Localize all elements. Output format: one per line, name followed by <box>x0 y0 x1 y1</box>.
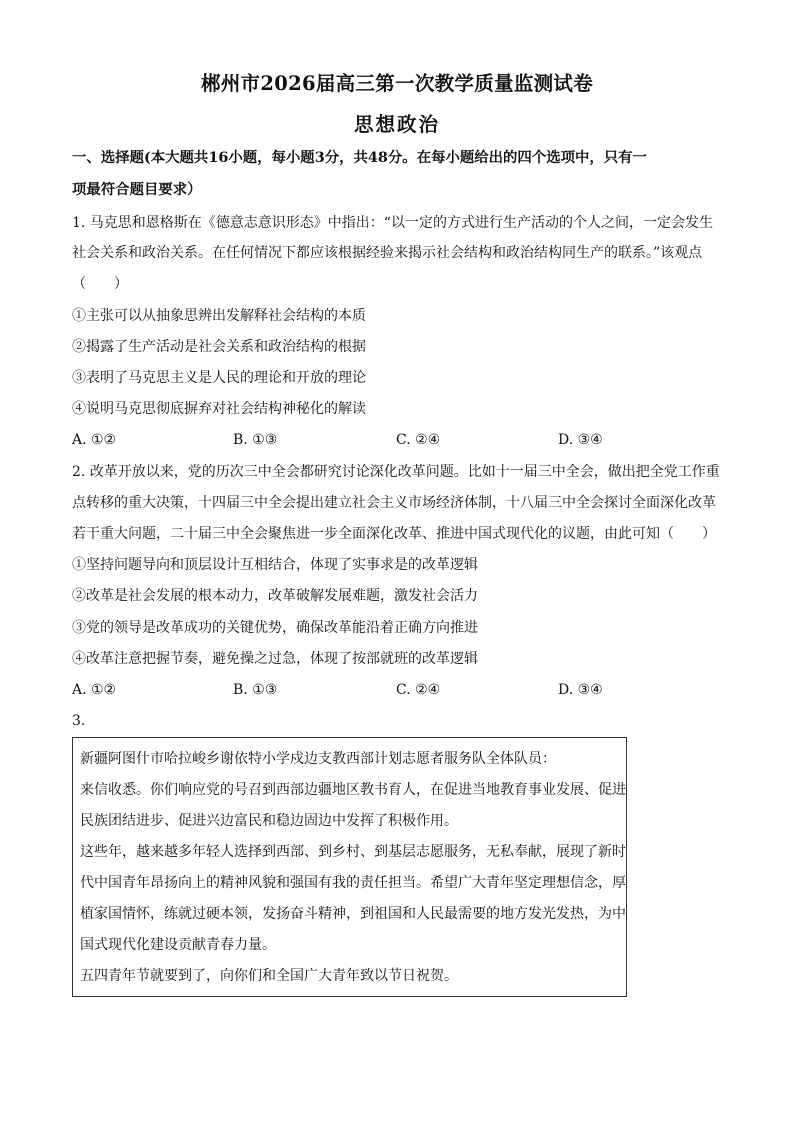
q2-option-b: B. ①③ <box>233 682 278 698</box>
q3-letter-line6: 植家国情怀，练就过硬本领，发扬奋斗精神，到祖国和人民最需要的地方发光发热，为中 <box>80 906 626 922</box>
q1-stem-line1: 1. 马克思和恩格斯在《德意志意识形态》中指出：“以一定的方式进行生产活动的个人之间，一定会发生 <box>72 215 713 231</box>
q3-letter-line5: 代中国青年昂扬向上的精神风貌和强国有我的责任担当。希望广大青年坚定理想信念，厚 <box>80 875 626 891</box>
q3-letter-box <box>72 737 627 997</box>
q3-letter-line8: 五四青年节就要到了，向你们和全国广大青年致以节日祝贺。 <box>80 968 458 984</box>
q1-option-b: B. ①③ <box>233 432 278 448</box>
q2-stem-line1: 2. 改革开放以来，党的历次三中全会都研究讨论深化改革问题。比如十一届三中全会，做出把全党工作重 <box>72 464 720 480</box>
exam-subject: 思想政治 <box>353 113 440 136</box>
q1-stem-line2: 社会关系和政治关系。在任何情况下都应该根据经验来揭示社会结构和政治结构同生产的联系。”该观点 <box>72 245 703 261</box>
q2-option-d: D. ③④ <box>558 682 603 698</box>
q2-item-2: ②改革是社会发展的根本动力，改革破解发展难题，激发社会活力 <box>72 588 478 604</box>
q3-letter-line3: 民族团结进步、促进兴边富民和稳边固边中发挥了积极作用。 <box>80 813 458 829</box>
q1-option-a: A. ①② <box>72 432 117 448</box>
q1-option-d: D. ③④ <box>558 432 603 448</box>
q3-letter-line2: 来信收悉。你们响应党的号召到西部边疆地区教书育人，在促进当地教育事业发展、促进 <box>80 782 626 798</box>
q3-letter-line7: 国式现代化建设贡献青春力量。 <box>80 937 276 953</box>
q1-option-c: C. ②④ <box>396 432 441 448</box>
q1-stem-line3: （ ） <box>72 276 128 292</box>
q3-letter-line1: 新疆阿图什市哈拉峻乡谢依特小学戍边支教西部计划志愿者服务队全体队员： <box>80 751 556 767</box>
exam-title: 郴州市2026届高三第一次教学质量监测试卷 <box>200 72 594 95</box>
q1-item-2: ②揭露了生产活动是社会关系和政治结构的根据 <box>72 339 366 355</box>
section-heading-line1: 一、选择题(本大题共16小题，每小题3分，共48分。在每小题给出的四个选项中，只有一 <box>72 149 647 166</box>
q1-item-1: ①主张可以从抽象思辨出发解释社会结构的本质 <box>72 308 366 324</box>
q1-item-3: ③表明了马克思主义是人民的理论和开放的理论 <box>72 370 366 386</box>
q2-option-a: A. ①② <box>72 682 117 698</box>
q2-option-c: C. ②④ <box>396 682 441 698</box>
q2-stem-line2: 点转移的重大决策，十四届三中全会提出建立社会主义市场经济体制，十八届三中全会探讨全面深化改革 <box>72 495 716 511</box>
q1-item-4: ④说明马克思彻底摒弃对社会结构神秘化的解读 <box>72 401 366 417</box>
q2-stem-line3: 若干重大问题，二十届三中全会聚焦进一步全面深化改革、推进中国式现代化的议题，由此可知（ ） <box>72 526 716 542</box>
q2-item-3: ③党的领导是改革成功的关键优势，确保改革能沿着正确方向推进 <box>72 620 478 636</box>
q3-letter-line4: 这些年，越来越多年轻人选择到西部、到乡村、到基层志愿服务，无私奉献，展现了新时 <box>80 844 626 860</box>
q2-item-1: ①坚持问题导向和顶层设计互相结合，体现了实事求是的改革逻辑 <box>72 557 478 573</box>
q2-item-4: ④改革注意把握节奏，避免操之过急，体现了按部就班的改革逻辑 <box>72 651 478 667</box>
section-heading-line2: 项最符合题目要求） <box>72 181 202 198</box>
q3-number: 3. <box>72 713 86 729</box>
